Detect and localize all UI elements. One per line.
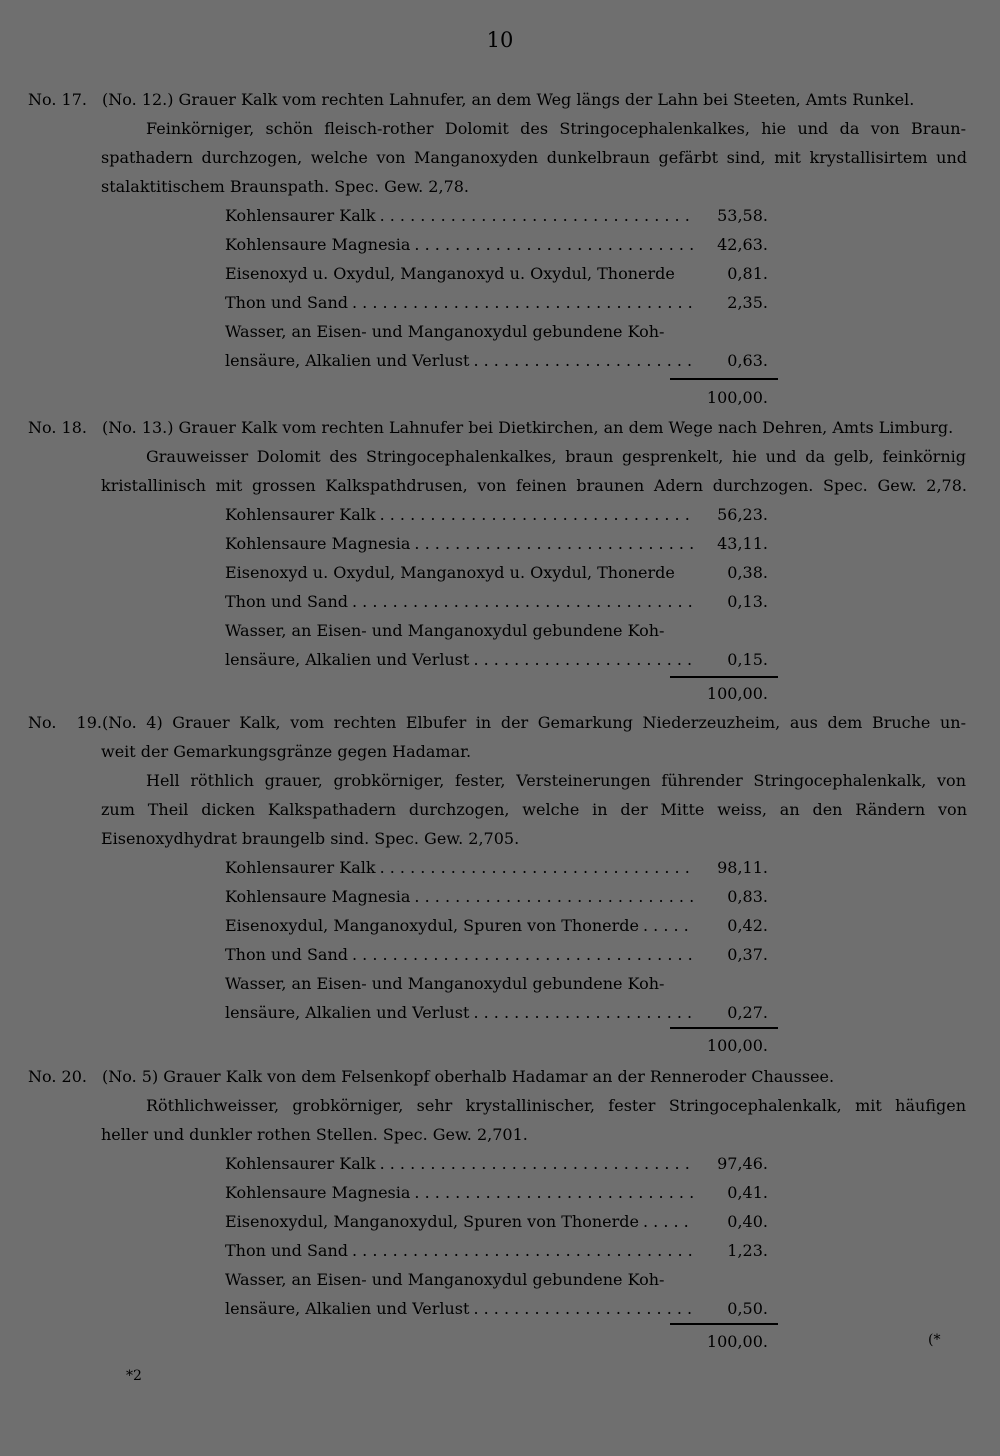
analysis-item (225, 293, 697, 312)
analysis-item (225, 1212, 697, 1231)
item-name: Eisenoxydul, Manganoxydul, Spuren von Thonerde (225, 1212, 639, 1231)
footnote-mark: (* (928, 1332, 941, 1348)
leader-dots (473, 351, 693, 370)
leader-dots (473, 650, 693, 669)
item-name: lensäure, Alkalien und Verlust (225, 351, 470, 370)
item-name: Kohlensaure Magnesia (225, 1183, 411, 1202)
item-value: 0,15. (727, 650, 768, 669)
sum-rule (670, 1323, 778, 1325)
leader-dots (668, 974, 693, 993)
description-line: zum Theil dicken Kalkspathadern durchzogen, welche in der Mitte weiss, an den Rändern von (101, 800, 967, 819)
entry-title-continued: weit der Gemarkungsgränze gegen Hadamar. (101, 742, 472, 761)
description-line: Feinkörniger, schön fleisch-rother Dolomit des Stringocephalenkalkes, hie und da von Braun- (146, 119, 966, 138)
leader-dots (352, 945, 693, 964)
item-value: 42,63. (717, 235, 768, 254)
description-line: Eisenoxydhydrat braungelb sind. Spec. Gew. 2,705. (101, 829, 520, 848)
leader-dots (668, 322, 693, 341)
analysis-item (225, 650, 697, 669)
analysis-item (225, 621, 697, 640)
analysis-item (225, 351, 697, 370)
leader-dots (643, 916, 693, 935)
description-line: Röthlichweisser, grobkörniger, sehr krystallinischer, fester Stringocephalenkalk, mit häufigen (146, 1096, 966, 1115)
analysis-item (225, 206, 697, 225)
leader-dots (380, 206, 693, 225)
entry-number: No. 18. (28, 418, 87, 437)
leader-dots (414, 1183, 693, 1202)
item-value: 43,11. (717, 534, 768, 553)
item-value: 0,40. (727, 1212, 768, 1231)
item-value: 0,38. (727, 563, 768, 582)
description-line: Grauweisser Dolomit des Stringocephalenkalkes, braun gesprenkelt, hie und da gelb, feinkörnig (146, 447, 966, 466)
item-value: 0,37. (727, 945, 768, 964)
entry-heading (28, 90, 968, 109)
description-line: stalaktitischem Braunspath. Spec. Gew. 2,78. (101, 177, 470, 196)
item-name: Kohlensaure Magnesia (225, 534, 411, 553)
item-value: 0,27. (727, 1003, 768, 1022)
item-name: Eisenoxyd u. Oxydul, Manganoxyd u. Oxydul, Thonerde (225, 264, 675, 283)
entry-title: (No. 13.) Grauer Kalk vom rechten Lahnufer bei Dietkirchen, an dem Wege nach Dehren, Amts Limburg. (102, 418, 954, 437)
item-name: Thon und Sand (225, 1241, 348, 1260)
entry-number: No. 17. (28, 90, 87, 109)
item-value: 56,23. (717, 505, 768, 524)
sum-total: 100,00. (706, 388, 768, 407)
analysis-item (225, 264, 697, 283)
item-name: Kohlensaure Magnesia (225, 235, 411, 254)
entry-title: (No. 4) Grauer Kalk, vom rechten Elbufer in der Gemarkung Niederzeuzheim, aus dem Bruche un- (102, 713, 966, 732)
page-number: 10 (486, 28, 514, 52)
entry-heading (28, 418, 968, 437)
analysis-item (225, 505, 697, 524)
sum-rule (670, 1027, 778, 1029)
description-line: heller und dunkler rothen Stellen. Spec. Gew. 2,701. (101, 1125, 528, 1144)
sum-total: 100,00. (706, 684, 768, 703)
leader-dots (414, 887, 693, 906)
sum-rule (670, 676, 778, 678)
entry-number: No. 20. (28, 1067, 87, 1086)
sum-total: 100,00. (706, 1332, 768, 1351)
leader-dots (473, 1299, 693, 1318)
item-value: 97,46. (717, 1154, 768, 1173)
item-name: Wasser, an Eisen- und Manganoxydul gebundene Koh- (225, 1270, 665, 1289)
description-line: kristallinisch mit grossen Kalkspathdrusen, von feinen braunen Adern durchzogen. Spec. Gew. 2,78. (101, 476, 967, 495)
leader-dots (352, 592, 693, 611)
item-name: lensäure, Alkalien und Verlust (225, 1003, 470, 1022)
item-name: Thon und Sand (225, 592, 348, 611)
leader-dots (668, 1270, 693, 1289)
item-name: Wasser, an Eisen- und Manganoxydul gebundene Koh- (225, 974, 665, 993)
sum-total: 100,00. (706, 1036, 768, 1055)
entry-heading (28, 1067, 968, 1086)
analysis-item (225, 322, 697, 341)
leader-dots (352, 1241, 693, 1260)
sum-rule (670, 378, 778, 380)
entry-title: (No. 12.) Grauer Kalk vom rechten Lahnufer, an dem Weg längs der Lahn bei Steeten, Amts Runkel. (102, 90, 915, 109)
item-value: 0,13. (727, 592, 768, 611)
analysis-item (225, 534, 697, 553)
leader-dots (380, 505, 693, 524)
item-value: 2,35. (727, 293, 768, 312)
description-line: Hell röthlich grauer, grobkörniger, fester, Versteinerungen führender Stringocephalenkalk, von (146, 771, 966, 790)
item-name: Eisenoxyd u. Oxydul, Manganoxyd u. Oxydul, Thonerde (225, 563, 675, 582)
leader-dots (668, 621, 693, 640)
analysis-item (225, 858, 697, 877)
leader-dots (380, 858, 693, 877)
analysis-item (225, 1183, 697, 1202)
item-value: 0,42. (727, 916, 768, 935)
bottom-mark: *2 (126, 1368, 142, 1384)
item-name: Wasser, an Eisen- und Manganoxydul gebundene Koh- (225, 322, 665, 341)
analysis-item (225, 1299, 697, 1318)
item-name: Kohlensaure Magnesia (225, 887, 411, 906)
entry-title: (No. 5) Grauer Kalk von dem Felsenkopf oberhalb Hadamar an der Renneroder Chaussee. (102, 1067, 835, 1086)
leader-dots (352, 293, 693, 312)
entry-number: No. 19. (28, 713, 102, 732)
leader-dots (473, 1003, 693, 1022)
leader-dots (414, 534, 693, 553)
item-name: lensäure, Alkalien und Verlust (225, 1299, 470, 1318)
item-value: 0,41. (727, 1183, 768, 1202)
item-name: Kohlensaurer Kalk (225, 206, 376, 225)
analysis-item (225, 916, 697, 935)
entry-heading (28, 713, 966, 732)
item-name: lensäure, Alkalien und Verlust (225, 650, 470, 669)
item-value: 1,23. (727, 1241, 768, 1260)
item-value: 98,11. (717, 858, 768, 877)
description-line: spathadern durchzogen, welche von Manganoxyden dunkelbraun gefärbt sind, mit krystallisirtem und (101, 148, 967, 167)
item-value: 0,50. (727, 1299, 768, 1318)
item-value: 0,81. (727, 264, 768, 283)
item-value: 0,63. (727, 351, 768, 370)
item-name: Kohlensaurer Kalk (225, 505, 376, 524)
leader-dots (380, 1154, 693, 1173)
item-name: Eisenoxydul, Manganoxydul, Spuren von Thonerde (225, 916, 639, 935)
analysis-item (225, 563, 697, 582)
analysis-item (225, 974, 697, 993)
item-name: Thon und Sand (225, 293, 348, 312)
item-name: Kohlensaurer Kalk (225, 858, 376, 877)
item-value: 0,83. (727, 887, 768, 906)
analysis-item (225, 1154, 697, 1173)
item-name: Thon und Sand (225, 945, 348, 964)
leader-dots (414, 235, 693, 254)
analysis-item (225, 592, 697, 611)
analysis-item (225, 887, 697, 906)
item-name: Wasser, an Eisen- und Manganoxydul gebundene Koh- (225, 621, 665, 640)
analysis-item (225, 945, 697, 964)
analysis-item (225, 1270, 697, 1289)
leader-dots (643, 1212, 693, 1231)
item-value: 53,58. (717, 206, 768, 225)
analysis-item (225, 1241, 697, 1260)
analysis-item (225, 1003, 697, 1022)
item-name: Kohlensaurer Kalk (225, 1154, 376, 1173)
analysis-item (225, 235, 697, 254)
